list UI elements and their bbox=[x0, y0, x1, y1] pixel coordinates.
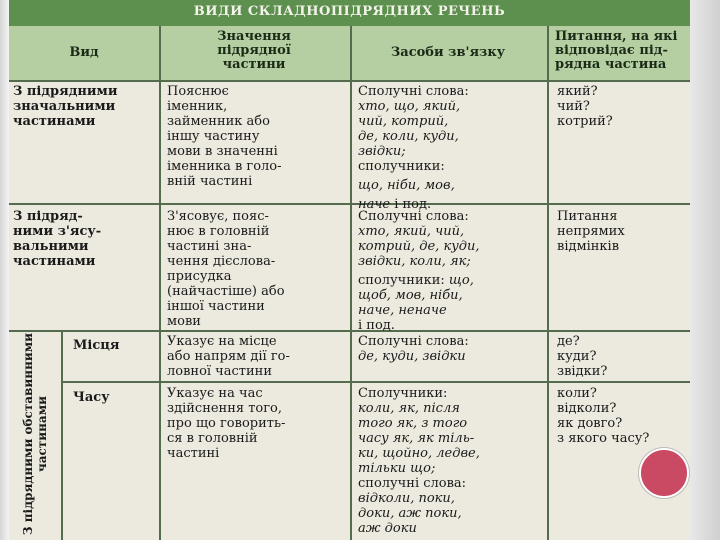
row2-type: З підряд- ними з'ясу- вальними частинами bbox=[13, 209, 102, 269]
slide-decoration-dot bbox=[639, 448, 689, 498]
grid-line bbox=[9, 80, 690, 82]
row2-means-tail: і под. bbox=[358, 318, 395, 333]
row3-type: Місця bbox=[73, 338, 120, 353]
row1-means-label1: Сполучні слова: bbox=[358, 84, 469, 99]
row1-question: який? чий? котрий? bbox=[557, 84, 613, 129]
row3-means-label1: Сполучні слова: bbox=[358, 334, 469, 349]
row2-meaning: З'ясовує, пояс- нює в головній частині зна- чення дієслова- присудка (найчастіше) або іншої частини мови bbox=[167, 209, 285, 329]
row4-type: Часу bbox=[73, 390, 110, 405]
row2-means bbox=[358, 209, 480, 333]
row1-meaning: Пояснює іменник, займенник або іншу частину мови в значенні іменника в голо- вній частині bbox=[167, 84, 282, 189]
row4-means bbox=[358, 386, 480, 536]
title-band bbox=[9, 0, 690, 26]
row4-means-words2: відколи, поки, доки, аж поки, аж доки bbox=[358, 491, 462, 536]
grid-line bbox=[61, 381, 690, 383]
grid-line bbox=[547, 26, 549, 540]
grid-line bbox=[61, 330, 63, 540]
row2-question: Питання непрямих відмінків bbox=[557, 209, 625, 254]
table-title: ВИДИ СКЛАДНОПІДРЯДНИХ РЕЧЕНЬ bbox=[193, 4, 506, 19]
row2-means-label1: Сполучні слова: bbox=[358, 209, 469, 224]
grid-line bbox=[9, 203, 690, 205]
row3-question: де? куди? звідки? bbox=[557, 334, 608, 379]
grid-line bbox=[9, 330, 690, 332]
row4-question: коли? відколи? як довго? з якого часу? bbox=[557, 386, 650, 446]
scanned-table bbox=[9, 0, 690, 540]
header-meaning: Значення підрядної частини bbox=[217, 29, 291, 72]
group-label: З підрядними обставинними частинами bbox=[21, 332, 49, 536]
row2-means-words2: щоб, мов, ніби, наче, неначе bbox=[358, 288, 463, 318]
header-means: Засоби зв'язку bbox=[390, 45, 506, 60]
row1-means-label2: сполучники: bbox=[358, 159, 445, 174]
grid-line bbox=[159, 26, 161, 540]
row4-meaning: Указує на час здійснення того, про що говорить- ся в головній частині bbox=[167, 386, 286, 461]
row1-means-tail: і под. bbox=[390, 197, 432, 212]
row3-means bbox=[358, 334, 469, 364]
row4-means-label1: Сполучники: bbox=[358, 386, 448, 401]
row3-meaning: Указує на місце або напрям дії го- ловної частини bbox=[167, 334, 290, 379]
row3-means-words1: де, куди, звідки bbox=[358, 349, 466, 364]
row1-means-words2: що, ніби, мов, наче bbox=[358, 178, 455, 212]
row4-means-words1: коли, як, після того як, з того часу як, як тіль- ки, щойно, ледве, тільки що; bbox=[358, 401, 480, 476]
group-label-wrap bbox=[13, 332, 57, 537]
row1-means bbox=[358, 84, 469, 212]
row2-means-label2: сполучники: bbox=[358, 273, 445, 288]
header-type: Вид bbox=[69, 45, 99, 60]
row1-type: З підрядними значальними частинами bbox=[13, 84, 118, 129]
row2-means-words1: хто, який, чий, котрий, де, куди, звідки, коли, як; bbox=[358, 224, 480, 269]
header-question: Питання, на які відповідає під- рядна частина bbox=[555, 29, 678, 72]
slide-right-border bbox=[690, 0, 720, 540]
row4-means-label2: сполучні слова: bbox=[358, 476, 467, 491]
row2-means-inline: що, bbox=[444, 273, 474, 288]
row1-means-words1: хто, що, який, чий, котрий, де, коли, куди, звідки; bbox=[358, 99, 461, 159]
slide-left-border bbox=[0, 0, 9, 540]
grid-line bbox=[350, 26, 352, 540]
